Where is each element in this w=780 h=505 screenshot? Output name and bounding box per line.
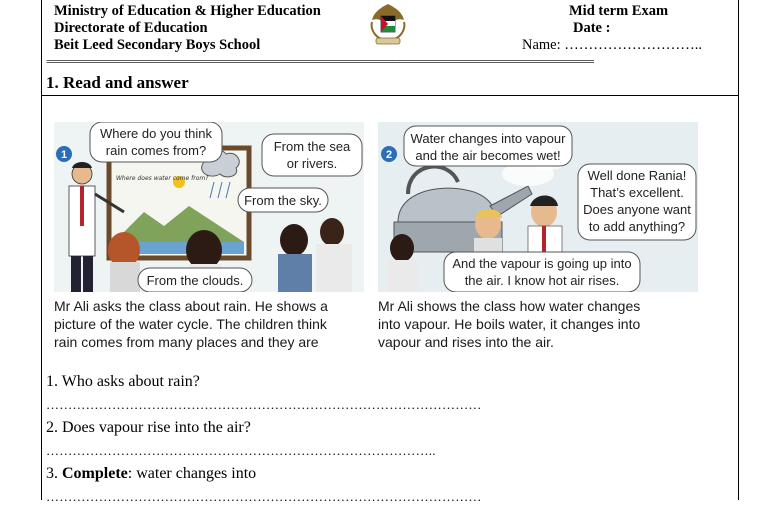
panel1-number: 1 xyxy=(60,149,68,161)
question-1: 1. Who asks about rain? xyxy=(46,373,200,390)
panel1-caption-line1: Mr Ali asks the class about rain. He shows a xyxy=(54,298,328,314)
question-3-number: 3. xyxy=(46,465,58,482)
bubble-teacher-line1: Where do you think xyxy=(99,126,213,141)
answer-line-2[interactable]: …………………………………………………………………………….. xyxy=(46,443,436,458)
panel2-caption-line3: vapour and rises into the air. xyxy=(378,334,554,350)
bubble-right-line2: That’s excellent. xyxy=(590,185,684,200)
bubble-top-line1: Water changes into vapour xyxy=(410,131,566,146)
bubble-teacher-line2: rain comes from? xyxy=(105,143,207,158)
question-2: 2. Does vapour rise into the air? xyxy=(46,419,251,436)
bubble-sea-line2: or rivers. xyxy=(286,156,338,171)
question-3-bold: Complete xyxy=(62,465,128,482)
ministry-name: Ministry of Education & Higher Education xyxy=(54,3,321,19)
bubble-sea-line1: From the sea xyxy=(273,139,351,154)
exam-title: Mid term Exam xyxy=(569,3,669,19)
header-divider: ======================================================================================================================================================== xyxy=(46,60,594,66)
question-3 xyxy=(46,465,256,483)
name-field: Name: ……………………….. xyxy=(522,37,703,53)
bubble-right-line4: to add anything? xyxy=(588,219,686,234)
illustration-panel-2 xyxy=(378,122,698,292)
panel2-number: 2 xyxy=(385,149,393,161)
bubble-bottom-line2: the air. I know hot air rises. xyxy=(464,273,620,288)
bubble-right-line3: Does anyone want xyxy=(583,202,691,217)
section-title: 1. Read and answer xyxy=(46,73,189,92)
bubble-clouds: From the clouds. xyxy=(146,273,244,288)
palestine-emblem-icon xyxy=(364,0,412,48)
panel2-caption-line2: into vapour. He boils water, it changes into xyxy=(378,316,641,332)
date-label: Date : xyxy=(573,20,611,36)
illustration-panel-1 xyxy=(54,122,364,292)
directorate-name: Directorate of Education xyxy=(54,20,208,36)
question-3-rest: : water changes into xyxy=(127,465,257,482)
board-text: Where does water come from? xyxy=(116,175,209,182)
page-border-left xyxy=(41,0,42,500)
school-name: Beit Leed Secondary Boys School xyxy=(54,37,261,53)
bubble-bottom-line1: And the vapour is going up into xyxy=(452,256,632,271)
section-divider xyxy=(41,95,739,96)
answer-line-1[interactable]: ……………………………………………………………………………………… xyxy=(46,397,482,412)
page-border-right xyxy=(738,0,739,500)
bubble-sky: From the sky. xyxy=(244,193,322,208)
panel1-caption-line3: rain comes from many places and they are xyxy=(54,334,319,350)
answer-line-3[interactable]: ……………………………………………………………………………………… xyxy=(46,489,482,504)
panel1-caption-line2: picture of the water cycle. The children think xyxy=(54,316,327,332)
panel2-caption-line1: Mr Ali shows the class how water changes xyxy=(378,298,641,314)
bubble-right-line1: Well done Rania! xyxy=(587,168,687,183)
bubble-top-line2: and the air becomes wet! xyxy=(415,148,561,163)
